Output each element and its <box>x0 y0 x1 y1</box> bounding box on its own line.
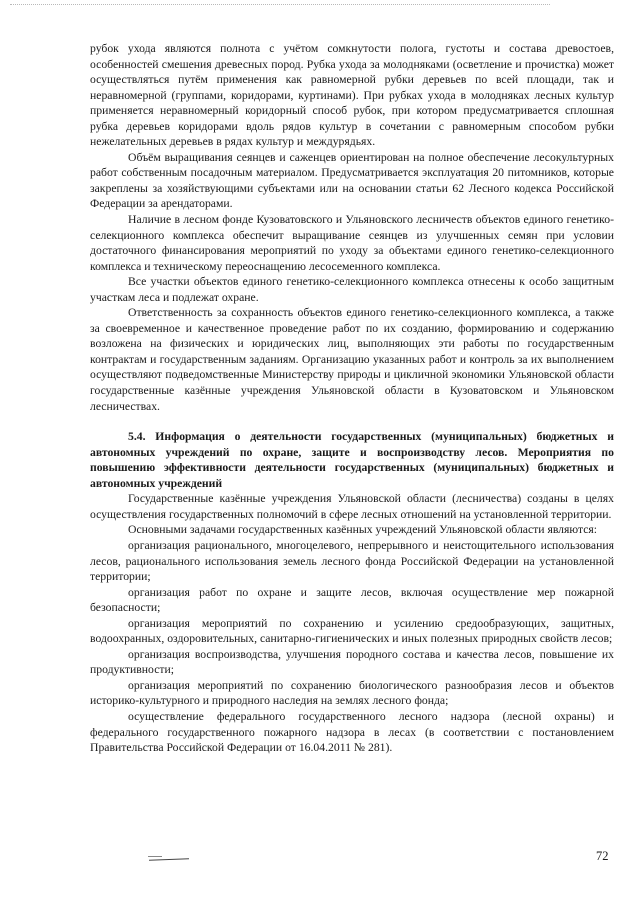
document-page <box>90 41 614 756</box>
task-item-5: организация мероприятий по сохранению биологического разнообразия лесов и объектов историко-культурного и природного наследия на землях лесного фонда; <box>90 678 614 708</box>
task-item-2: организация работ по охране и защите лесов, включая осуществление мер пожарной безопасности; <box>90 585 614 615</box>
pen-mark <box>148 856 162 857</box>
paragraph-4: Все участки объектов единого генетико-селекционного комплекса отнесены к особо защитным участкам леса и подлежат охране. <box>90 275 614 304</box>
scan-edge-artifact <box>10 4 550 5</box>
paragraph-1: рубок ухода являются полнота с учётом сомкнутости полога, густоты и состава древостоев, особенностей смешения древесных пород. Рубка ухода за молодняками (осветление и прочистка) может осуществляться путём применения как равномерной рубки деревьев по всей площади, так и неравномерной (группами, коридорами, куртинами). При рубках ухода в молодняках лесных культур применяется неравномерный коридорный способ рубок, при котором предусматривается сплошная рубка деревьев коридорами вдоль рядов культур в сочетании с равномерным способом рубки нежелательных деревьев в рядах культур и междурядьях. <box>90 42 614 149</box>
paragraph-2: Объём выращивания сеянцев и саженцев ориентирован на полное обеспечение лесокультурных работ собственным посадочным материалом. Предусматривается эксплуатация 20 питомников, которые закреплены за хозяйствующими субъектами или на основании статьи 62 Лесного кодекса Российской Федерации за арендаторами. <box>90 150 614 211</box>
section-paragraph-2: Основными задачами государственных казённых учреждений Ульяновской области являются: <box>128 523 598 537</box>
page-number: 72 <box>596 849 609 863</box>
section-heading: 5.4. Информация о деятельности государственных (муниципальных) бюджетных и автономных учреждений по охране, защите и воспроизводству лесов. Мероприятия по повышению эффективности деятельности государственных (муниципальных) бюджетных и автономных учреждений <box>90 430 614 490</box>
paragraph-3: Наличие в лесном фонде Кузоватовского и Ульяновского лесничеств объектов единого генетико-селекционного комплекса обеспечит выращивание сеянцев из улучшенных семян при условии достаточного финансирования мероприятий по уходу за объектами единого генетико-селекционного комплекса и техническому переоснащению лесосеменного комплекса. <box>90 213 614 273</box>
pen-stroke <box>149 858 189 860</box>
paragraph-5: Ответственность за сохранность объектов единого генетико-селекционного комплекса, а также за своевременное и качественное проведение работ по их созданию, формированию и содержанию возложена на физических и юридических лиц, выполняющих эти работы по государственным контрактам и государственным заданиям. Организацию указанных работ и контроль за их выполнением осуществляют подведомственные Министерству природы и цикличной экономики Ульяновской области государственные казённые учреждения Ульяновской области в Кузоватовском и Ульяновском лесничествах. <box>90 306 614 413</box>
task-item-3: организация мероприятий по сохранению и усилению средообразующих, защитных, водоохранных, оздоровительных, санитарно-гигиенических и иных полезных природных свойств лесов; <box>90 616 614 646</box>
task-item-6: осуществление федерального государственного лесного надзора (лесной охраны) и федерального государственного пожарного надзора в лесах (в соответствии с постановлением Правительства Российской Федерации от 16.04.2011 № 281). <box>90 709 614 755</box>
task-item-1: организация рационального, многоцелевого, непрерывного и неистощительного использования лесов, рационального использования земель лесного фонда Российской Федерации на установленной территории; <box>90 538 614 584</box>
section-paragraph-1: Государственные казённые учреждения Ульяновской области (лесничества) созданы в целях осуществления государственных полномочий в сфере лесных отношений на установленной территории. <box>90 492 614 521</box>
task-item-4: организация воспроизводства, улучшения породного состава и качества лесов, повышение их продуктивности; <box>90 647 614 677</box>
